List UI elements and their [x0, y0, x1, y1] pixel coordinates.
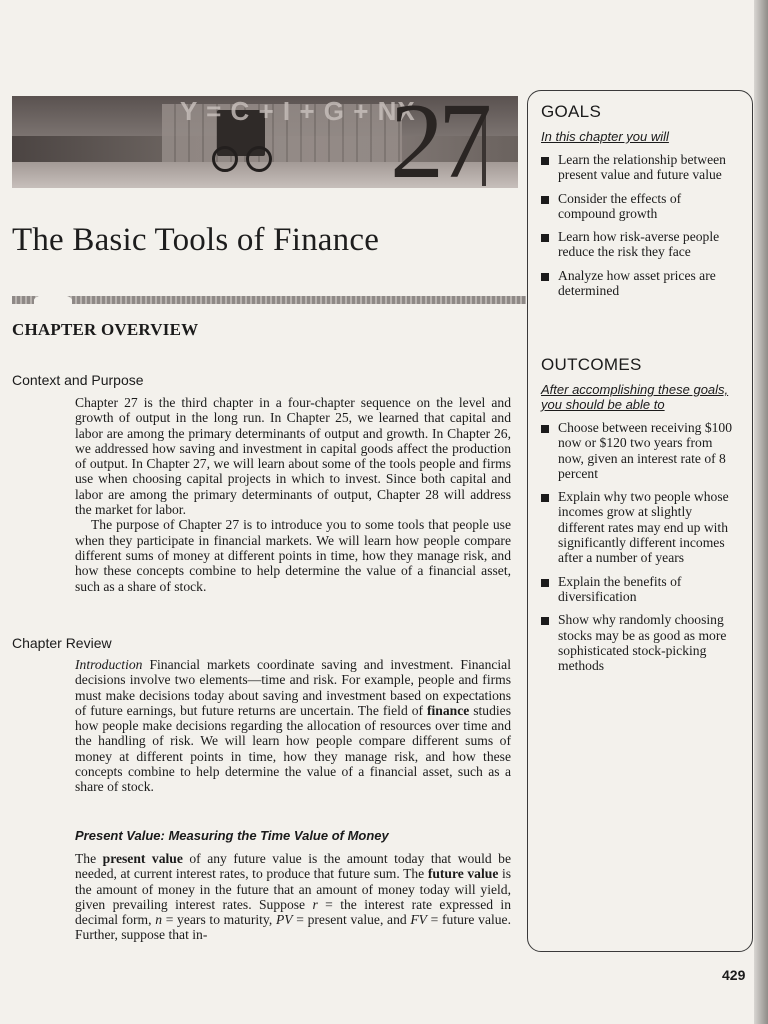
square-bullet-icon [541, 196, 549, 204]
context-paragraph: The purpose of Chapter 27 is to introduce you to some tools that people use when they participate in financial markets. We will learn how people compare different sums of money at different points in time, how they manage risk, and how these concepts combine to help determine the value of a financial asset, such as a share of stock. [75, 517, 511, 594]
present-value-term: present value [102, 851, 183, 866]
outcome-item [539, 574, 741, 605]
goal-item [539, 268, 741, 299]
square-bullet-icon [541, 579, 549, 587]
outcomes-title: OUTCOMES [541, 355, 642, 374]
introduction-label: Introduction [75, 657, 143, 672]
pv-text: = future value. Further, suppose that in- [75, 912, 511, 943]
goals-intro: In this chapter you will [541, 129, 669, 144]
present-value-body [75, 851, 511, 943]
review-body [75, 657, 511, 795]
chapter-review-heading: Chapter Review [12, 635, 112, 651]
chapter-title: The Basic Tools of Finance [12, 222, 380, 258]
pv-text: = present value, and [292, 912, 411, 928]
review-text: studies how people make decisions regarding the allocation of resources over time and the handling of risk. We will learn how people compare different sums of money at different points in time, how they manage risk, and how these concepts combine to help determine the value of a financial asset, such as a share of stock. [75, 702, 511, 795]
var-r: r [312, 896, 318, 912]
square-bullet-icon [541, 425, 549, 433]
outcome-item [539, 612, 741, 673]
goals-list [539, 152, 741, 306]
review-text: Financial markets coordinate saving and investment. Financial decisions involve two elements—time and risk. For example, people and firms must make decisions today about saving and investment based on expectations of future earnings, but future returns are uncertain. The field of [75, 657, 511, 718]
context-body [75, 395, 511, 594]
goal-item [539, 152, 741, 183]
goal-text: Learn how risk-averse people reduce the risk they face [558, 229, 720, 260]
outcome-item [539, 420, 741, 481]
var-pv: PV [275, 912, 293, 928]
outcomes-list [539, 420, 741, 681]
square-bullet-icon [541, 273, 549, 281]
outcome-text: Show why randomly choosing stocks may be as good as more sophisticated stock-picking methods [558, 612, 727, 674]
page-edge-shadow [754, 0, 768, 1024]
page-number: 429 [722, 967, 746, 983]
var-n: n [155, 912, 163, 928]
pv-text: is the amount of money in the future that an amount of money today will yield, given prevailing interest rates. Suppose [75, 866, 512, 912]
banner-wheel [212, 146, 238, 172]
var-fv: FV [410, 912, 427, 928]
outcome-item [539, 489, 741, 565]
square-bullet-icon [541, 234, 549, 242]
goal-text: Analyze how asset prices are determined [558, 267, 716, 299]
goal-text: Consider the effects of compound growth [558, 190, 682, 221]
context-paragraph: Chapter 27 is the third chapter in a four-chapter sequence on the level and growth of output in the long run. In Chapter 25, we learned that capital and labor are among the primary determinants of output and growth. In Chapter 26, we addressed how saving and investment in capital goods affect the production of output. In Chapter 27, we will learn about some of the tools people and firms use when choosing capital projects in which to invest. Since both capital and labor are among the primary determinants of output, Chapter 28 will address the market for labor. [75, 395, 511, 518]
square-bullet-icon [541, 494, 549, 502]
title-divider [12, 296, 526, 304]
outcomes-intro: After accomplishing these goals, you should be able to [541, 382, 729, 412]
outcome-text: Explain why two people whose incomes grow at slightly different rates may end up with significantly different incomes after a number of years [558, 489, 729, 566]
square-bullet-icon [541, 617, 549, 625]
chapter-number: 27 [390, 96, 486, 188]
outcome-text: Choose between receiving $100 now or $120 two years from now, given an interest rate of 8 percent [558, 420, 733, 481]
goal-item [539, 191, 741, 222]
goal-item [539, 229, 741, 260]
pv-text: = years to maturity, [162, 912, 276, 928]
context-heading: Context and Purpose [12, 372, 144, 388]
future-value-term: future value [427, 866, 499, 882]
banner-wheel [246, 146, 272, 172]
goals-title: GOALS [541, 102, 602, 121]
goal-text: Learn the relationship between present value and future value [558, 152, 726, 183]
banner-formula: Y = C + I + G + NX [180, 96, 416, 126]
pv-text: = the interest rate expressed in decimal form, [75, 896, 512, 928]
divider-notch [34, 294, 72, 306]
outcome-text: Explain the benefits of diversification [558, 573, 682, 604]
square-bullet-icon [541, 157, 549, 165]
pv-text: The [75, 851, 103, 866]
pv-text: of any future value is the amount today that would be needed, at current interest rates, to produce that future sum. The [75, 851, 511, 882]
chapter-overview-heading: CHAPTER OVERVIEW [12, 320, 199, 339]
finance-term: finance [426, 702, 470, 718]
present-value-heading: Present Value: Measuring the Time Value of Money [75, 828, 389, 843]
chapter-banner-image [12, 96, 518, 188]
